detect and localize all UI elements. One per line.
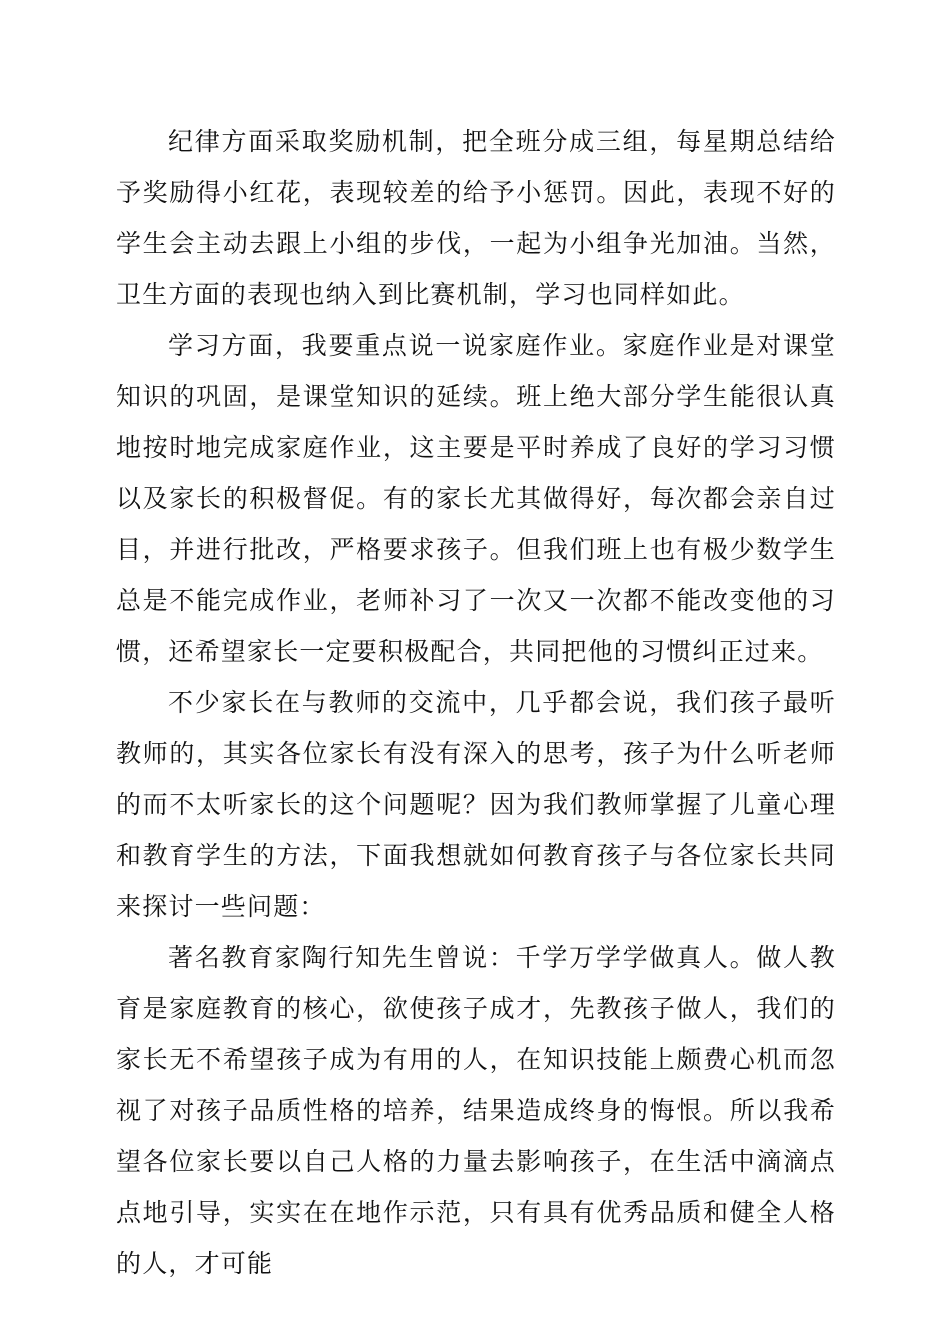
paragraph-character-education: 著名教育家陶行知先生曾说：千学万学学做真人。做人教育是家庭教育的核心，欲使孩子成才，先教孩子做人，我们的家长无不希望孩子成为有用的人，在知识技能上颇费心机而忽视了对孩子品质性格的培养，结果造成终身的悔恨。所以我希望各位家长要以自己人格的力量去影响孩子，在生活中滴滴点点地引导，实实在在地作示范，只有具有优秀品质和健全人格的人，才可能 [116,943,836,1278]
paragraph-homework: 学习方面，我要重点说一说家庭作业。家庭作业是对课堂知识的巩固，是课堂知识的延续。班上绝大部分学生能很认真地按时地完成家庭作业，这主要是平时养成了良好的学习习惯以及家长的积极督促。有的家长尤其做得好，每次都会亲自过目，并进行批改，严格要求孩子。但我们班上也有极少数学生总是不能完成作业，老师补习了一次又一次都不能改变他的习惯，还希望家长一定要积极配合，共同把他的习惯纠正过来。 [116,331,836,666]
document-body [116,116,836,1289]
paragraph-discipline: 纪律方面采取奖励机制，把全班分成三组，每星期总结给予奖励得小红花，表现较差的给予小惩罚。因此，表现不好的学生会主动去跟上小组的步伐，一起为小组争光加油。当然，卫生方面的表现也纳入到比赛机制，学习也同样如此。 [116,127,836,309]
paragraph-communication: 不少家长在与教师的交流中，几乎都会说，我们孩子最听教师的，其实各位家长有没有深入的思考，孩子为什么听老师的而不太听家长的这个问题呢？因为我们教师掌握了儿童心理和教育学生的方法，下面我想就如何教育孩子与各位家长共同来探讨一些问题： [116,688,836,921]
